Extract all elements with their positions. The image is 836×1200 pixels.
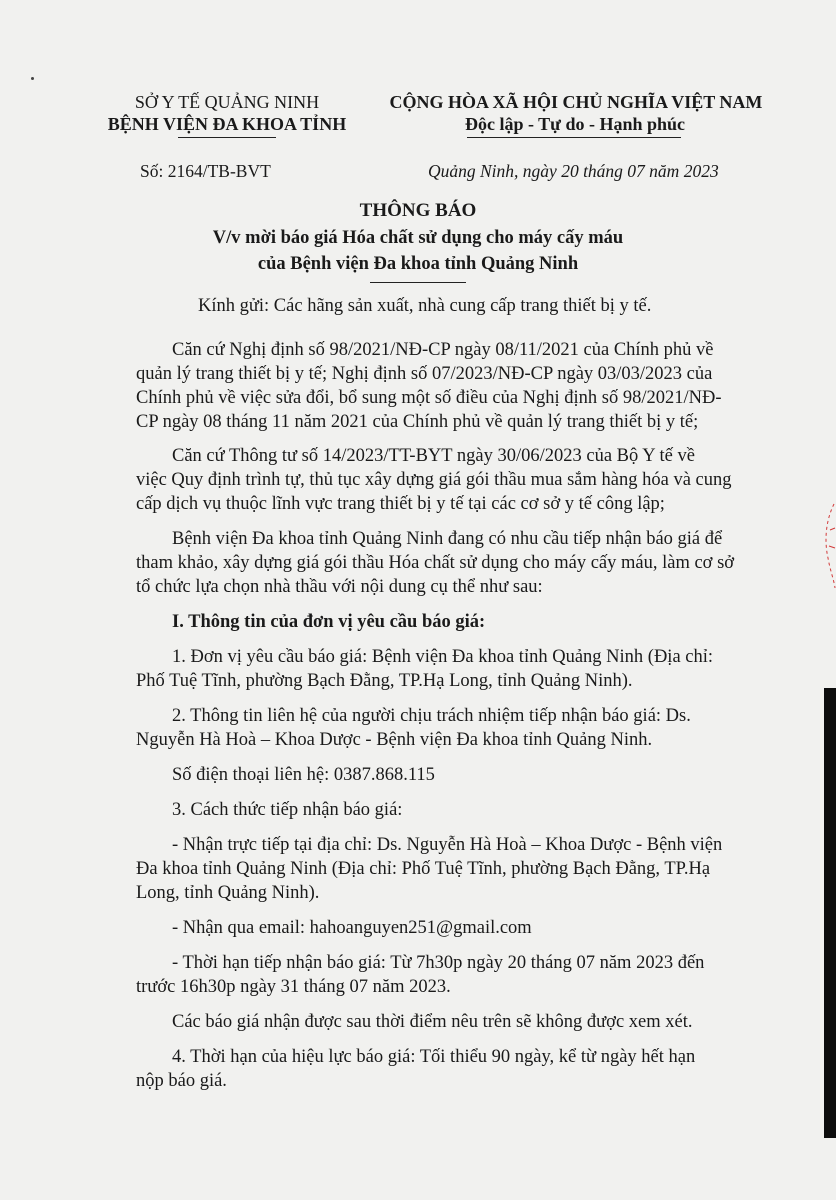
hospital-name: BỆNH VIỆN ĐA KHOA TỈNH — [107, 114, 347, 134]
recipient-line: Kính gửi: Các hãng sản xuất, nhà cung cấp trang thiết bị y tế. — [198, 296, 652, 316]
contact-phone: Số điện thoại liên hệ: 0387.868.115 — [172, 765, 435, 785]
text-line: Long, tỉnh Quảng Ninh). — [136, 883, 320, 903]
text-line: Chính phủ về việc sửa đổi, bổ sung một số điều của Nghị định số 98/2021/NĐ- — [136, 388, 722, 408]
scan-edge-shadow — [824, 688, 836, 1138]
text-line: việc Quy định trình tự, thủ tục xây dựng giá gói thầu mua sắm hàng hóa và cung — [136, 470, 732, 490]
document-title: THÔNG BÁO — [359, 200, 477, 221]
ministry-name: SỞ Y TẾ QUẢNG NINH — [134, 92, 320, 112]
text-line: 4. Thời hạn của hiệu lực báo giá: Tối thiểu 90 ngày, kể từ ngày hết hạn — [172, 1047, 696, 1067]
national-motto: Độc lập - Tự do - Hạnh phúc — [464, 114, 686, 134]
text-line: 1. Đơn vị yêu cầu báo giá: Bệnh viện Đa khoa tỉnh Quảng Ninh (Địa chỉ: — [172, 647, 714, 667]
text-line: Phố Tuệ Tĩnh, phường Bạch Đằng, TP.Hạ Long, tỉnh Quảng Ninh). — [136, 671, 633, 691]
section-heading-1: I. Thông tin của đơn vị yêu cầu báo giá: — [172, 612, 486, 632]
text-line: tổ chức lựa chọn nhà thầu với nội dung cụ thể như sau: — [136, 577, 543, 597]
national-title: CỘNG HÒA XÃ HỘI CHỦ NGHĨA VIỆT NAM — [389, 92, 763, 112]
text-line: cấp dịch vụ thuộc lĩnh vực trang thiết bị y tế tại các cơ sở y tế công lập; — [136, 494, 665, 514]
text-line: trước 16h30p ngày 31 tháng 07 năm 2023. — [136, 977, 451, 997]
document-subject-line2: của Bệnh viện Đa khoa tỉnh Quảng Ninh — [257, 254, 579, 274]
text-line: 2. Thông tin liên hệ của người chịu trách nhiệm tiếp nhận báo giá: Ds. — [172, 706, 691, 726]
text-line: Căn cứ Nghị định số 98/2021/NĐ-CP ngày 08/11/2021 của Chính phủ về — [172, 340, 714, 360]
text-line: tham khảo, xây dựng giá gói thầu Hóa chất sử dụng cho máy cấy máu, làm cơ sở — [136, 553, 735, 573]
late-note: Các báo giá nhận được sau thời điểm nêu trên sẽ không được xem xét. — [172, 1012, 693, 1032]
text-line: CP ngày 08 tháng 11 năm 2021 của Chính phủ về quản lý trang thiết bị y tế; — [136, 412, 699, 432]
text-line: quản lý trang thiết bị y tế; Nghị định số 07/2023/NĐ-CP ngày 03/03/2023 của — [136, 364, 713, 384]
hospital-underline — [178, 137, 276, 138]
text-line: - Nhận trực tiếp tại địa chỉ: Ds. Nguyễn Hà Hoà – Khoa Dược - Bệnh viện — [172, 835, 723, 855]
email-submission: - Nhận qua email: hahoanguyen251@gmail.com — [172, 918, 532, 938]
text-line: Nguyễn Hà Hoà – Khoa Dược - Bệnh viện Đa khoa tỉnh Quảng Ninh. — [136, 730, 653, 750]
title-underline — [370, 282, 466, 283]
stamp-edge-trace — [814, 500, 836, 590]
text-line: - Thời hạn tiếp nhận báo giá: Từ 7h30p ngày 20 tháng 07 năm 2023 đến — [172, 953, 705, 973]
text-line: Bệnh viện Đa khoa tỉnh Quảng Ninh đang có nhu cầu tiếp nhận báo giá để — [172, 529, 723, 549]
document-subject-line1: V/v mời báo giá Hóa chất sử dụng cho máy cấy máu — [212, 228, 624, 248]
document-date: Quảng Ninh, ngày 20 tháng 07 năm 2023 — [428, 161, 719, 181]
motto-underline — [467, 137, 681, 138]
text-line: Đa khoa tỉnh Quảng Ninh (Địa chỉ: Phố Tuệ Tĩnh, phường Bạch Đằng, TP.Hạ — [136, 859, 711, 879]
scan-speck — [31, 77, 34, 80]
document-number: Số: 2164/TB-BVT — [140, 161, 271, 181]
item-3: 3. Cách thức tiếp nhận báo giá: — [172, 800, 403, 820]
text-line: Căn cứ Thông tư số 14/2023/TT-BYT ngày 30/06/2023 của Bộ Y tế về — [172, 446, 695, 466]
text-line: nộp báo giá. — [136, 1071, 227, 1091]
